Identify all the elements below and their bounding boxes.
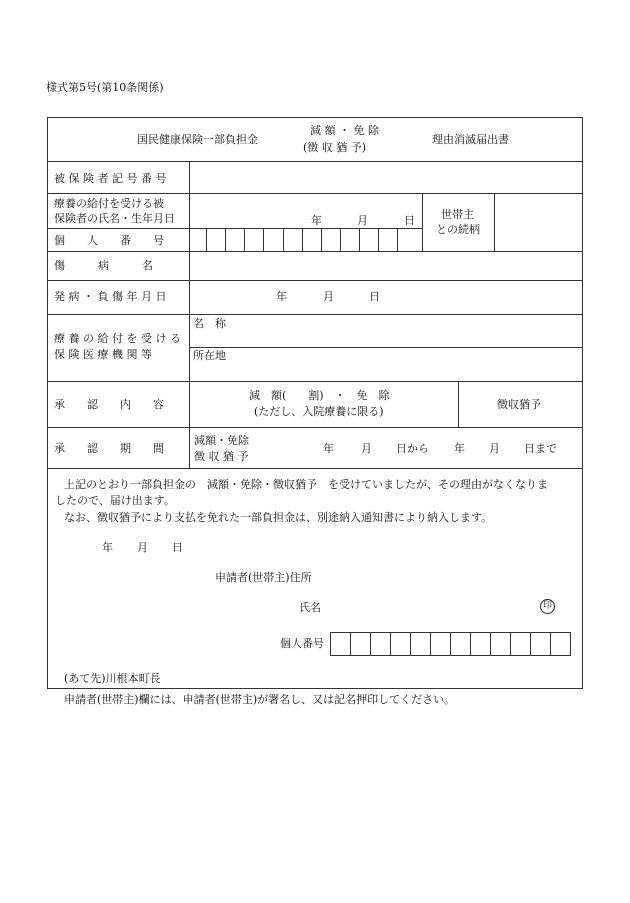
label-relation-line1: 世帯主 bbox=[441, 208, 474, 221]
onset-year-label: 年 bbox=[276, 290, 287, 303]
label-patient-line1: 療養の給付を受ける被 bbox=[54, 197, 164, 210]
label-approval-period: 承 認 期 間 bbox=[54, 442, 164, 455]
institution-address-field[interactable] bbox=[240, 350, 580, 379]
period-to-year: 年 bbox=[454, 442, 465, 455]
applicant-name-field[interactable] bbox=[330, 596, 530, 616]
applicant-personal-number-label: 個人番号 bbox=[280, 637, 324, 650]
period-to-month: 月 bbox=[489, 442, 500, 455]
approval-period-reduction: 減額・免除 bbox=[194, 434, 249, 447]
title-middle-top: 減 額 ・ 免 除 bbox=[310, 124, 379, 137]
label-institution-line2: 保 険 医 療 機 関 等 bbox=[54, 348, 152, 361]
approval-period-deferral: 徴 収 猶 予 bbox=[194, 450, 249, 463]
period-from-day: 日から bbox=[396, 442, 429, 455]
relation-field[interactable] bbox=[497, 196, 580, 249]
submission-month-label: 月 bbox=[137, 541, 148, 554]
approval-content-deferral: 徴収猶予 bbox=[497, 398, 541, 411]
submission-day-label: 日 bbox=[172, 541, 183, 554]
onset-day-label: 日 bbox=[369, 290, 380, 303]
label-institution-line1: 療 養 の 給 付 を 受 け る bbox=[54, 332, 181, 345]
declaration-line1: 上記のとおり一部負担金の 減額・免除・徴収猶予 を受けていましたが、その理由がなくなりま bbox=[64, 478, 548, 491]
label-onset-date: 発 病 ・ 負 傷 年 月 日 bbox=[54, 290, 167, 303]
institution-name-label: 名 称 bbox=[193, 317, 226, 330]
period-from-year: 年 bbox=[323, 442, 334, 455]
label-disease: 傷 病 名 bbox=[54, 259, 153, 272]
institution-name-field[interactable] bbox=[240, 317, 580, 345]
insured-number-field[interactable] bbox=[192, 164, 580, 191]
period-from-month: 月 bbox=[361, 442, 372, 455]
personal-number-boxes[interactable] bbox=[190, 229, 422, 250]
birth-year-label: 年 bbox=[311, 214, 322, 227]
declaration-line2: したので、届け出ます。 bbox=[55, 494, 175, 507]
title-right: 理由消滅届出書 bbox=[432, 133, 509, 146]
seal-mark-icon: 印 bbox=[540, 599, 555, 614]
label-approval-content: 承 認 内 容 bbox=[54, 398, 164, 411]
period-to-day: 日まで bbox=[524, 442, 557, 455]
title-left: 国民健康保険一部負担金 bbox=[137, 133, 258, 146]
form-number: 様式第5号(第10条関係) bbox=[46, 81, 164, 94]
approval-content-reduction: 減 額( 割) ・ 免 除 bbox=[249, 389, 390, 402]
patient-name-field[interactable] bbox=[192, 196, 420, 226]
approval-content-note: (ただし、入院療養に限る) bbox=[254, 405, 384, 418]
disease-field[interactable] bbox=[192, 254, 580, 278]
institution-address-label: 所在地 bbox=[193, 349, 226, 362]
label-relation-line2: との続柄 bbox=[436, 223, 480, 236]
addressee: (あて先)川根本町長 bbox=[64, 672, 161, 685]
birth-day-label: 日 bbox=[404, 214, 415, 227]
applicant-address-field[interactable] bbox=[336, 567, 576, 585]
applicant-name-label: 氏名 bbox=[299, 601, 321, 614]
label-insured-number: 被 保 険 者 記 号 番 号 bbox=[54, 172, 167, 185]
label-patient-line2: 保険者の氏名・生年月日 bbox=[54, 212, 175, 225]
onset-month-label: 月 bbox=[323, 290, 334, 303]
applicant-address-label: 申請者(世帯主)住所 bbox=[215, 571, 312, 584]
declaration-note: なお、徴収猶予により支払を免れた一部負担金は、別途納入通知書により納入します。 bbox=[64, 511, 493, 524]
footnote: 申請者(世帯主)欄には、申請者(世帯主)が署名し、又は記名押印してください。 bbox=[64, 693, 456, 706]
title-middle-bottom: (徴 収 猶 予) bbox=[303, 141, 367, 154]
label-personal-number: 個 人 番 号 bbox=[54, 234, 164, 247]
submission-year-label: 年 bbox=[102, 541, 113, 554]
birth-month-label: 月 bbox=[357, 214, 368, 227]
